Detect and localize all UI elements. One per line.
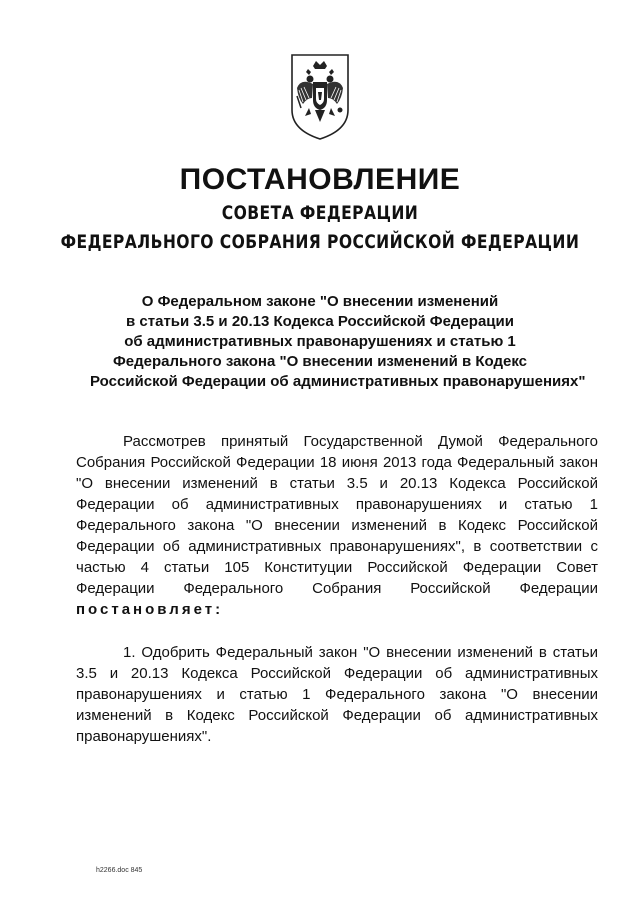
subject-line: об административных правонарушениях и статью 1 — [124, 333, 516, 350]
resolution-item-1: 1. Одобрить Федеральный закон "О внесении изменений в статьи 3.5 и 20.13 Кодекса Российской Федерации об административных правонарушениях и статью 1 Федерального закона "О внесении изменений в Кодекс Российской Федерации об административных правонарушениях". — [76, 644, 598, 745]
russian-coat-of-arms-icon — [289, 52, 351, 142]
issuer-line-2: ФЕДЕРАЛЬНОГО СОБРАНИЯ РОССИЙСКОЙ ФЕДЕРАЦИИ — [60, 231, 580, 253]
issuer-line-1: СОВЕТА ФЕДЕРАЦИИ — [221, 202, 419, 224]
resolution-keyword: постановляет: — [76, 601, 224, 618]
preamble-paragraph — [76, 431, 598, 620]
subject-line: в статьи 3.5 и 20.13 Кодекса Российской Федерации — [126, 313, 514, 330]
subject-line: Российской Федерации об административных правонарушениях" — [90, 373, 586, 390]
page-title: ПОСТАНОВЛЕНИЕ — [179, 163, 461, 196]
preamble-text: Рассмотрев принятый Государственной Думой Федерального Собрания Российской Федерации 18 июня 2013 года Федеральный закон "О внесении изменений в статьи 3.5 и 20.13 Кодекса Российской Федерации об административных правонарушениях и статью 1 Федерального закона "О внесении изменений в Кодекс Российской Федерации об административных правонарушениях", в соответствии с частью 4 статьи 105 Конституции Российской Федерации Совет Федерации Федерального Собрания Российской Федерации — [76, 433, 598, 597]
document-subject — [90, 292, 586, 392]
document-body — [76, 431, 598, 747]
subject-line: Федерального закона "О внесении изменений в Кодекс — [112, 353, 528, 370]
subject-line: О Федеральном законе "О внесении изменений — [141, 293, 499, 310]
document-reference: h2266.doc 845 — [96, 867, 143, 874]
